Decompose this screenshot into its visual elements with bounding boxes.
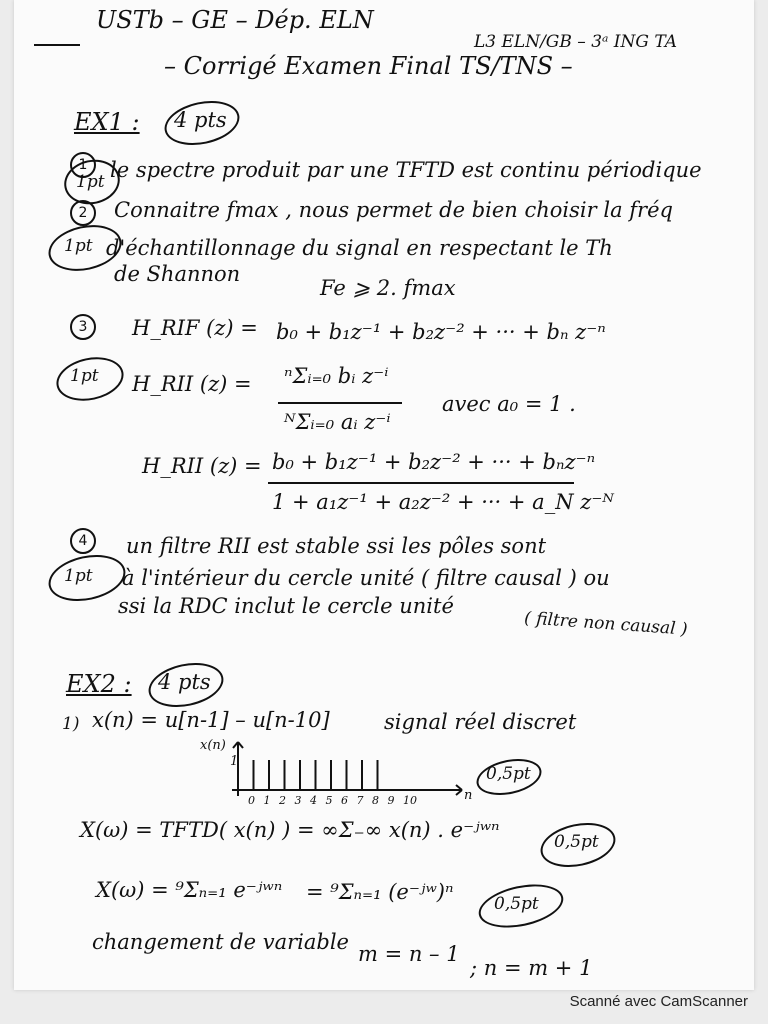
ex1-q2-condition: Fe ⩾ 2. fmax xyxy=(320,276,456,300)
ex1-q3-rii-lhs: H_RII (z) = xyxy=(132,372,252,396)
tick-label: 2 xyxy=(279,794,286,807)
ex2-sum-rhs: = ⁹Σₙ₌₁ (e⁻ʲʷ)ⁿ xyxy=(306,880,454,904)
ex2-change-var: changement de variable xyxy=(92,930,349,954)
camscanner-footer: Scanné avec CamScanner xyxy=(569,993,748,1010)
ex1-q2-line2: d'échantillonnage du signal en respectant le Th xyxy=(106,236,613,260)
ex2-axis-n: n xyxy=(464,788,473,803)
ex1-q3-rif-lhs: H_RIF (z) = xyxy=(132,316,258,340)
ex2-signal-def: x(n) = u[n-1] – u[n-10] xyxy=(92,708,330,732)
ex1-q3-rii2-num: b₀ + b₁z⁻¹ + b₂z⁻² + ··· + bₙz⁻ⁿ xyxy=(272,450,596,474)
ex1-q3-avec: avec a₀ = 1 . xyxy=(442,392,576,416)
header-line1-right: L3 ELN/GB – 3ᵃ ING TA xyxy=(474,32,678,52)
ex2-plot-score: 0,5pt xyxy=(486,764,531,784)
tick-label: 4 xyxy=(310,794,317,807)
ex1-q4-line3: ssi la RDC inclut le cercle unité xyxy=(118,594,454,618)
ex1-q2-number: 2 xyxy=(70,200,96,226)
ex2-tftd-line: X(ω) = TFTD( x(n) ) = ∞Σ₋∞ x(n) . e⁻ʲʷⁿ xyxy=(80,818,500,842)
tick-label: 10 xyxy=(403,794,417,807)
ex2-sum-score: 0,5pt xyxy=(494,894,539,914)
ex1-q1-score: 1pt xyxy=(76,172,105,192)
ex1-q2-line1: Connaitre fmax , nous permet de bien choisir la fréq xyxy=(114,198,673,222)
ex1-q4-number: 4 xyxy=(70,528,96,554)
ex1-title: EX1 : xyxy=(74,108,140,136)
ex2-points: 4 pts xyxy=(158,670,211,694)
ex1-q3-rii-num: ⁿΣᵢ₌₀ bᵢ z⁻ⁱ xyxy=(284,364,389,388)
ex1-points: 4 pts xyxy=(174,108,227,132)
ex1-q3-rii2-lhs: H_RII (z) = xyxy=(142,454,262,478)
ex2-sum-lhs: X(ω) = ⁹Σₙ₌₁ e⁻ʲʷⁿ xyxy=(96,878,283,902)
ex1-q3-rii2-den: 1 + a₁z⁻¹ + a₂z⁻² + ··· + a_N z⁻ᴺ xyxy=(272,490,614,514)
ex1-q4-line1: un filtre RII est stable ssi les pôles sont xyxy=(126,534,547,558)
ex2-m-def: m = n – 1 xyxy=(358,942,460,966)
ex1-q3-number: 3 xyxy=(70,314,96,340)
header-line2: – Corrigé Examen Final TS/TNS – xyxy=(164,52,573,80)
tick-label: 5 xyxy=(325,794,333,807)
ex1-q4-score: 1pt xyxy=(64,566,93,586)
ex2-q1-label: 1) xyxy=(62,714,80,734)
ex2-signal-desc: signal réel discret xyxy=(384,710,577,734)
ex2-n-def: ; n = m + 1 xyxy=(470,956,593,980)
ex1-q4-line2: à l'intérieur du cercle unité ( filtre causal ) ou xyxy=(122,566,610,590)
ex1-q2-score: 1pt xyxy=(64,236,93,256)
tick-label: 3 xyxy=(294,794,302,807)
ex2-axis-label: x(n) xyxy=(200,738,226,753)
scanned-page xyxy=(14,0,754,990)
tick-label: 0 xyxy=(248,794,255,807)
ex1-q2-line3: de Shannon xyxy=(114,262,241,286)
tick-label: 6 xyxy=(341,794,348,807)
ex1-q1-text: le spectre produit par une TFTD est continu périodique xyxy=(110,158,702,182)
ex2-tftd-score: 0,5pt xyxy=(554,832,599,852)
ex1-q4-note: ( filtre non causal ) xyxy=(523,608,689,640)
tick-label: 8 xyxy=(372,794,379,807)
tick-label: 9 xyxy=(387,794,395,807)
ex1-q1-number: 1 xyxy=(70,152,96,178)
tick-label: 7 xyxy=(356,794,364,807)
ex2-axis-one: 1 xyxy=(230,754,239,769)
header-line1-left: USTb – GE – Dép. ELN xyxy=(96,6,374,34)
ex1-q3-score: 1pt xyxy=(70,366,99,386)
tick-label: 1 xyxy=(263,794,271,807)
ex1-q3-rii-den: ᴺΣᵢ₌₀ aᵢ z⁻ⁱ xyxy=(284,410,391,434)
ex1-q3-rif-rhs: b₀ + b₁z⁻¹ + b₂z⁻² + ··· + bₙ z⁻ⁿ xyxy=(276,320,606,344)
ex2-title: EX2 : xyxy=(66,670,132,698)
